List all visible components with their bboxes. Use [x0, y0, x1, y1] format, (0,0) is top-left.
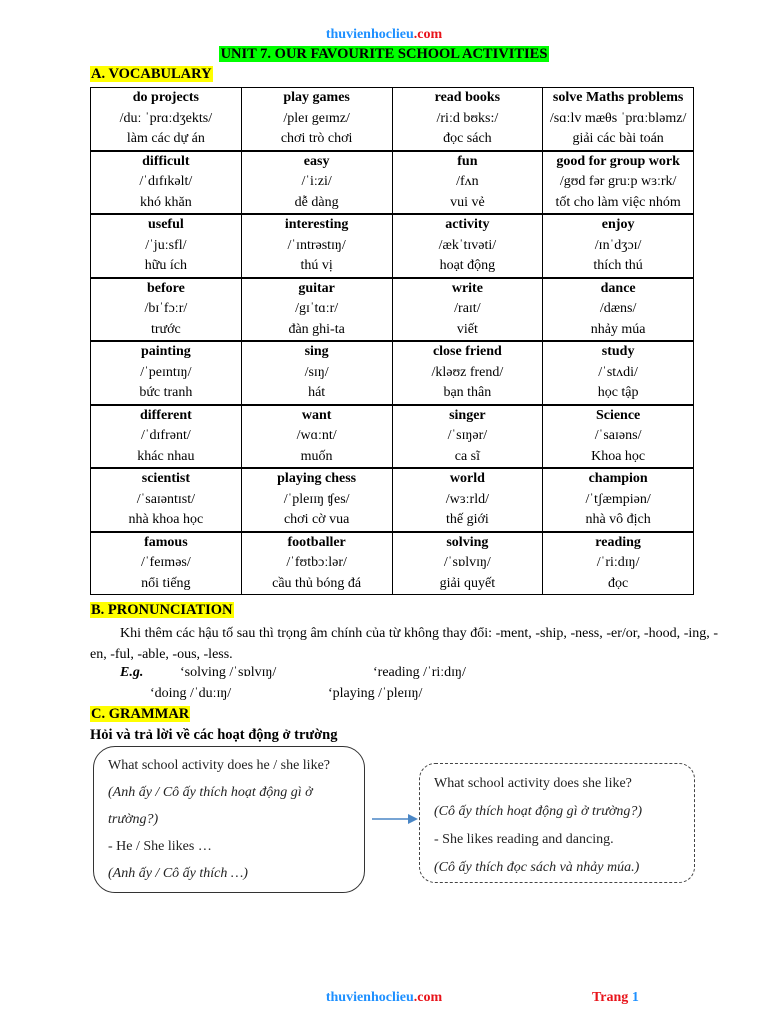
vocab-cell [392, 405, 543, 469]
section-pronunciation-label: B. PRONUNCIATION [91, 602, 233, 618]
vocab-word: want [301, 407, 332, 423]
vocab-meaning: hữu ích [144, 258, 187, 273]
vocab-phonetic: /ˈpeɪntɪŋ/ [140, 364, 192, 380]
examples-line-1 [120, 665, 466, 681]
vocab-cell [392, 532, 543, 595]
vocab-phonetic: /ˈiːzi/ [301, 174, 332, 189]
vocab-meaning: thích thú [593, 258, 643, 273]
vocab-meaning: muốn [300, 448, 333, 464]
unit-title-text: UNIT 7. OUR FAVOURITE SCHOOL ACTIVITIES [220, 46, 548, 62]
table-row [91, 468, 694, 532]
vocab-word: different [139, 407, 192, 423]
vocab-phonetic: /duː ˈprɑːdʒekts/ [119, 110, 213, 126]
vocab-word: study [601, 344, 635, 359]
vocab-word: do projects [132, 90, 199, 105]
vocab-phonetic: /ˈjuːsfl/ [145, 237, 187, 253]
vocab-cell [241, 405, 392, 469]
table-row [91, 532, 694, 595]
vocab-word: reading [595, 534, 641, 550]
vocab-cell [392, 341, 543, 405]
vocab-cell [543, 88, 694, 151]
vocab-meaning: chơi cờ vua [283, 512, 350, 527]
vocab-meaning: đọc [608, 575, 629, 591]
structure-question: What school activity does he / she like? [108, 758, 330, 773]
vocab-word: difficult [142, 153, 190, 169]
vocab-word: scientist [141, 471, 190, 486]
vocab-phonetic: /ˈɪntrəstɪŋ/ [287, 237, 346, 253]
vocab-meaning: chơi trò chơi [280, 131, 353, 146]
vocab-phonetic: /wɑːnt/ [296, 428, 337, 443]
vocab-meaning: hoạt động [439, 258, 496, 273]
vocab-cell [241, 341, 392, 405]
section-vocabulary-label: A. VOCABULARY [91, 66, 212, 82]
vocab-cell [241, 468, 392, 532]
vocab-phonetic: /riːd bʊks:/ [436, 110, 499, 126]
footer-site-part2: .com [413, 990, 443, 1005]
example-solving: ‘solving /ˈsɒlvɪŋ/ [180, 665, 277, 680]
vocab-phonetic: /raɪt/ [454, 301, 481, 316]
vocab-word: solve Maths problems [552, 90, 684, 105]
arrow-right-icon [372, 812, 418, 826]
vocab-meaning: tốt cho làm việc nhóm [555, 194, 681, 210]
vocab-phonetic: /gɪˈtɑːr/ [295, 301, 339, 316]
vocab-phonetic: /ɪnˈdʒɔɪ/ [594, 237, 642, 253]
table-row [91, 341, 694, 405]
vocab-meaning: viết [456, 321, 478, 337]
vocab-phonetic: /ækˈtɪvəti/ [438, 237, 497, 253]
vocab-meaning: nhà vô địch [585, 512, 651, 527]
page-label: Trang [592, 990, 629, 1005]
vocab-meaning: bức tranh [139, 385, 193, 400]
vocab-word: sing [304, 344, 329, 359]
footer-site-name [0, 990, 768, 1006]
example-question: What school activity does she like? [434, 776, 632, 791]
table-row [91, 88, 694, 151]
vocab-meaning: cầu thủ bóng đá [272, 575, 362, 591]
table-row [91, 278, 694, 342]
vocab-meaning: nổi tiếng [141, 575, 191, 591]
vocab-cell [543, 151, 694, 215]
vocab-meaning: giải quyết [439, 575, 496, 591]
vocab-word: singer [449, 407, 486, 423]
vocab-phonetic: /sɪŋ/ [304, 364, 329, 380]
vocab-word: interesting [284, 217, 349, 232]
vocab-cell [91, 468, 242, 532]
vocab-meaning: khó khăn [140, 194, 192, 210]
vocab-meaning: thú vị [300, 258, 333, 273]
vocab-phonetic: /sɑːlv mæθs ˈprɑːbləmz/ [549, 110, 687, 126]
vocab-meaning: ca sĩ [454, 448, 480, 464]
vocab-word: world [449, 471, 485, 486]
vocab-cell [91, 214, 242, 278]
vocab-cell [91, 88, 242, 151]
section-pronunciation-heading [90, 602, 234, 619]
vocab-cell [91, 151, 242, 215]
vocab-meaning: hát [308, 385, 326, 400]
vocab-cell [392, 214, 543, 278]
vocab-phonetic: /ˈsɪŋər/ [447, 428, 488, 443]
example-answer: - She likes reading and dancing. [434, 832, 614, 847]
grammar-example-box [419, 763, 695, 883]
vocab-phonetic: /ˈsaɪəns/ [594, 428, 642, 443]
footer-site-part1: thuvienhoclieu [325, 990, 414, 1005]
vocab-phonetic: /ˈstʌdi/ [598, 364, 638, 380]
vocabulary-table [90, 87, 694, 595]
page-number [592, 990, 639, 1006]
vocab-meaning: Khoa học [591, 448, 646, 464]
section-grammar-label: C. GRAMMAR [91, 706, 190, 722]
vocab-word: champion [588, 471, 648, 486]
vocab-word: fun [457, 153, 478, 169]
vocab-word: activity [445, 217, 490, 232]
example-playing: ‘playing /ˈpleɪɪŋ/ [328, 686, 423, 701]
vocab-cell [91, 405, 242, 469]
header-site-name [0, 27, 768, 43]
vocab-cell [543, 405, 694, 469]
vocab-word: write [451, 280, 483, 296]
site-name-part2: .com [413, 27, 443, 42]
example-doing: ‘doing /ˈduːɪŋ/ [150, 686, 232, 701]
vocab-meaning: đọc sách [443, 131, 492, 146]
vocab-meaning: giải các bài toán [572, 131, 664, 146]
vocab-phonetic: /ˈfʊtbɔːlər/ [286, 555, 347, 570]
vocab-cell [91, 341, 242, 405]
vocab-meaning: khác nhau [137, 448, 195, 464]
vocab-word: before [146, 280, 185, 296]
vocab-phonetic: /fʌn [456, 174, 479, 189]
structure-answer-translation: (Anh ấy / Cô ấy thích …) [108, 866, 248, 881]
vocab-word: useful [147, 217, 184, 232]
vocab-phonetic: /ˈriːdɪŋ/ [596, 555, 640, 570]
vocab-word: enjoy [601, 217, 635, 232]
vocab-cell [392, 151, 543, 215]
vocab-phonetic: /dæns/ [599, 301, 637, 316]
vocab-cell [543, 341, 694, 405]
vocab-meaning: dễ dàng [294, 194, 339, 210]
vocab-phonetic: /ˈdɪfrənt/ [140, 428, 191, 443]
example-answer-translation: (Cô ấy thích đọc sách và nhảy múa.) [434, 860, 640, 875]
section-grammar-heading [90, 706, 190, 723]
vocab-phonetic: /ˈfeɪməs/ [140, 555, 191, 570]
vocab-meaning: nhảy múa [590, 321, 646, 337]
section-vocabulary-heading [90, 66, 213, 83]
vocab-word: painting [140, 344, 191, 359]
vocab-phonetic: /wɜːrld/ [445, 491, 489, 507]
vocab-phonetic: /pleɪ geɪmz/ [283, 110, 350, 126]
structure-question-translation: (Anh ấy / Cô ấy thích hoạt động gì ở trường?) [108, 785, 313, 827]
example-reading: ‘reading /ˈriːdɪŋ/ [373, 665, 466, 680]
vocab-phonetic: /ˈsɒlvɪŋ/ [443, 555, 491, 570]
pronunciation-rule: Khi thêm các hậu tố sau thì trọng âm chính của từ không thay đổi: -ment, -ship, -ness, -er/or, -hood, -ing, -en, -ful, -able, -ous, -less. [90, 626, 718, 662]
vocab-cell [543, 278, 694, 342]
vocab-cell [543, 468, 694, 532]
vocab-phonetic: /bɪˈfɔːr/ [144, 301, 188, 316]
vocab-cell [91, 278, 242, 342]
vocab-cell [241, 532, 392, 595]
vocab-word: playing chess [277, 471, 357, 486]
vocab-cell [241, 278, 392, 342]
vocab-cell [241, 88, 392, 151]
vocab-cell [241, 214, 392, 278]
example-label: E.g. [120, 665, 144, 680]
structure-answer: - He / She likes … [108, 839, 212, 854]
unit-title [0, 45, 768, 63]
grammar-structure-box [93, 746, 365, 893]
vocab-word: read books [434, 90, 501, 105]
vocab-cell [392, 88, 543, 151]
vocab-meaning: nhà khoa học [128, 512, 204, 527]
vocab-word: guitar [298, 280, 335, 296]
vocab-word: Science [595, 407, 641, 423]
vocab-word: solving [446, 534, 489, 550]
vocab-cell [543, 532, 694, 595]
site-name-part1: thuvienhoclieu [325, 27, 414, 42]
vocab-meaning: đàn ghi-ta [288, 321, 345, 337]
vocab-meaning: bạn thân [443, 385, 492, 400]
vocab-word: footballer [287, 534, 346, 550]
vocab-word: dance [600, 280, 636, 296]
vocab-word: famous [144, 534, 188, 550]
vocab-cell [392, 278, 543, 342]
grammar-title: Hỏi và trả lời về các hoạt động ở trường [90, 727, 338, 743]
vocab-cell [392, 468, 543, 532]
vocab-meaning: thế giới [445, 512, 489, 527]
vocab-phonetic: /ˈsaɪəntɪst/ [136, 491, 196, 507]
vocab-phonetic: /kləʊz frend/ [431, 364, 504, 380]
vocab-phonetic: /ˈdɪfɪkəlt/ [139, 174, 193, 189]
vocab-phonetic: /ˈpleɪɪŋ ʧes/ [283, 491, 350, 507]
table-row [91, 405, 694, 469]
vocab-cell [241, 151, 392, 215]
vocab-word: easy [303, 153, 330, 169]
vocab-cell [91, 532, 242, 595]
vocab-word: good for group work [556, 153, 680, 169]
example-question-translation: (Cô ấy thích hoạt động gì ở trường?) [434, 804, 643, 819]
table-row [91, 151, 694, 215]
vocab-word: play games [283, 90, 350, 105]
vocab-meaning: học tập [597, 385, 639, 400]
vocab-cell [543, 214, 694, 278]
vocab-meaning: trước [150, 321, 181, 337]
vocab-meaning: vui vẻ [450, 194, 485, 210]
vocab-phonetic: /gʊd fər gruːp wɜːrk/ [559, 174, 677, 189]
vocab-meaning: làm các dự án [126, 131, 205, 146]
table-row [91, 214, 694, 278]
page-number-value: 1 [631, 990, 639, 1005]
vocab-phonetic: /ˈtʃæmpiən/ [585, 491, 651, 507]
vocab-word: close friend [432, 344, 502, 359]
